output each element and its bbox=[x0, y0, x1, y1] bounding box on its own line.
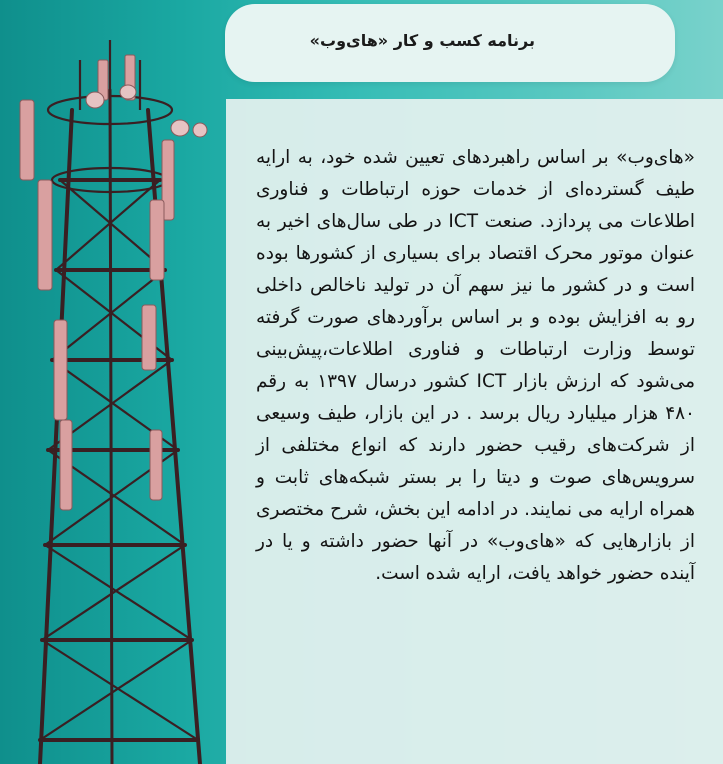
article-paragraph: «های‌وب» بر اساس راهبردهای تعیین شده خود، به ارایه طیف گسترده‌ای از خدمات حوزه ارتباطات و فناوری اطلاعات می پردازد. صنعت ICT در طی سال‌های اخیر به عنوان موتور محرک اقتصاد برای بسیاری از کشورها بوده است و در کشور ما نیز سهم آن در تولید ناخالص داخلی رو به افزایش بوده و بر اساس برآوردهای صورت گرفته توسط وزارت ارتباطات و فناوری اطلاعات،پیش‌بینی می‌شود که ارزش بازار ICT کشور درسال ۱۳۹۷ به رقم ۴۸۰ هزار میلیارد ریال برسد . در این بازار، طیف وسیعی از شرکت‌های رقیب حضور دارند که انواع مختلفی از سرویس‌های صوت و دیتا را بر بستر شبکه‌های ثابت و همراه ارایه می نمایند. در ادامه این بخش، شرح مختصری از بازارهایی که «های‌وب» در آنها حضور داشته و یا در آینده حضور خواهد یافت، ارایه شده است. bbox=[256, 146, 696, 584]
text-panel bbox=[226, 99, 723, 764]
page-title: برنامه کسب و کار «های‌وب» bbox=[309, 31, 535, 50]
header-pill bbox=[225, 4, 675, 82]
